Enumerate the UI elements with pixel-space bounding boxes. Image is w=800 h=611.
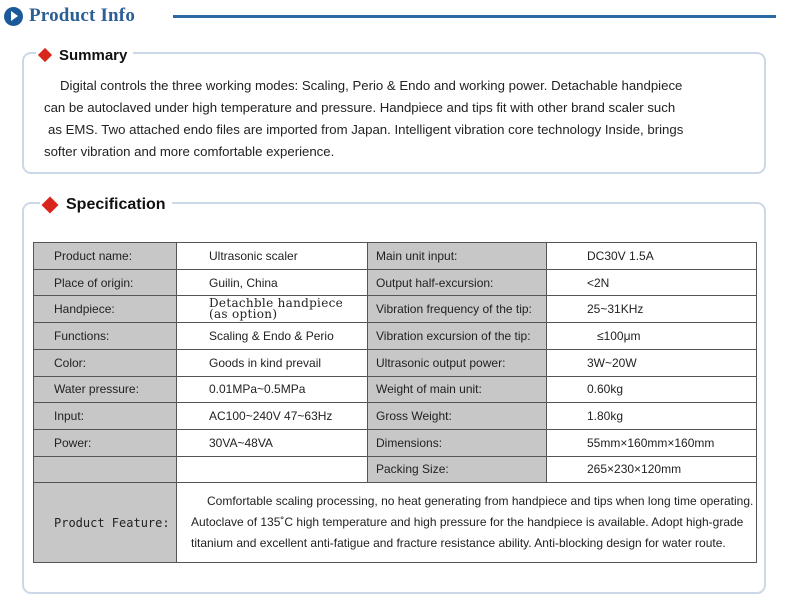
- spec-value: 3W~20W: [547, 349, 757, 376]
- spec-value: 25~31KHz: [547, 296, 757, 323]
- spec-label: Weight of main unit:: [368, 376, 547, 403]
- spec-value: Goods in kind prevail: [177, 349, 368, 376]
- spec-label: Vibration frequency of the tip:: [368, 296, 547, 323]
- table-row: [34, 243, 757, 270]
- spec-label: Water pressure:: [34, 376, 177, 403]
- spec-label: Product name:: [34, 243, 177, 270]
- spec-value: 1.80kg: [547, 403, 757, 430]
- play-circle-icon: [4, 7, 23, 26]
- specification-heading-text: Specification: [66, 196, 166, 213]
- summary-line: softer vibration and more comfortable experience.: [44, 144, 335, 159]
- feature-label: Product Feature:: [34, 483, 177, 563]
- spec-value: Scaling & Endo & Perio: [177, 323, 368, 350]
- table-row: [34, 429, 757, 456]
- spec-value: 30VA~48VA: [177, 429, 368, 456]
- table-row: [34, 403, 757, 430]
- spec-label: Input:: [34, 403, 177, 430]
- table-row: [34, 269, 757, 296]
- spec-label: Dimensions:: [368, 429, 547, 456]
- spec-value: 0.60kg: [547, 376, 757, 403]
- spec-value: Guilin, China: [177, 269, 368, 296]
- spec-label: Place of origin:: [34, 269, 177, 296]
- header-divider: [173, 15, 776, 18]
- specification-table: [33, 242, 757, 563]
- table-row: [34, 296, 757, 323]
- spec-value: [177, 456, 368, 483]
- table-row: [34, 349, 757, 376]
- feature-line: Comfortable scaling processing, no heat generating from handpiece and tips when long time operating.: [207, 494, 754, 509]
- red-diamond-icon: [42, 197, 59, 214]
- spec-value: AC100~240V 47~63Hz: [177, 403, 368, 430]
- table-row: [34, 323, 757, 350]
- page-title: Product Info: [29, 5, 136, 26]
- spec-label: [34, 456, 177, 483]
- spec-value: ≤100μm: [547, 323, 757, 350]
- spec-label: Packing Size:: [368, 456, 547, 483]
- summary-heading-text: Summary: [59, 46, 128, 64]
- product-info-header: [0, 0, 800, 34]
- spec-label: Gross Weight:: [368, 403, 547, 430]
- feature-text: [177, 483, 757, 563]
- specification-heading: [40, 194, 172, 216]
- summary-heading: [36, 45, 133, 65]
- spec-label: Color:: [34, 349, 177, 376]
- spec-value: [177, 296, 368, 323]
- spec-value: 265×230×120mm: [547, 456, 757, 483]
- spec-label: Output half-excursion:: [368, 269, 547, 296]
- spec-value: <2N: [547, 269, 757, 296]
- spec-label: Vibration excursion of the tip:: [368, 323, 547, 350]
- spec-value-line: (as option): [209, 307, 278, 322]
- table-row: [34, 376, 757, 403]
- summary-line: can be autoclaved under high temperature and pressure. Handpiece and tips fit with other brand scaler such: [44, 100, 676, 115]
- summary-line: as EMS. Two attached endo files are imported from Japan. Intelligent vibration core technology Inside, brings: [48, 122, 684, 137]
- spec-label: Functions:: [34, 323, 177, 350]
- feature-line: titanium and excellent anti-fatigue and fracture resistance ability. Anti-blocking design for water route.: [191, 536, 726, 551]
- spec-value-line: Detachble handpiece: [209, 296, 344, 311]
- spec-value: Ultrasonic scaler: [177, 243, 368, 270]
- spec-label: Handpiece:: [34, 296, 177, 323]
- red-diamond-icon: [38, 48, 52, 62]
- feature-line: Autoclave of 135˚C high temperature and high pressure for the handpiece is available. Adopt high-grade: [191, 515, 744, 530]
- table-row: [34, 456, 757, 483]
- summary-line: Digital controls the three working modes: Scaling, Perio & Endo and working power. Detachable handpiece: [60, 78, 683, 93]
- spec-label: Main unit input:: [368, 243, 547, 270]
- spec-value: 0.01MPa~0.5MPa: [177, 376, 368, 403]
- spec-value: 55mm×160mm×160mm: [547, 429, 757, 456]
- spec-label: Power:: [34, 429, 177, 456]
- table-row-feature: [34, 483, 757, 563]
- spec-label: Ultrasonic output power:: [368, 349, 547, 376]
- spec-value: DC30V 1.5A: [547, 243, 757, 270]
- summary-body: [44, 75, 744, 163]
